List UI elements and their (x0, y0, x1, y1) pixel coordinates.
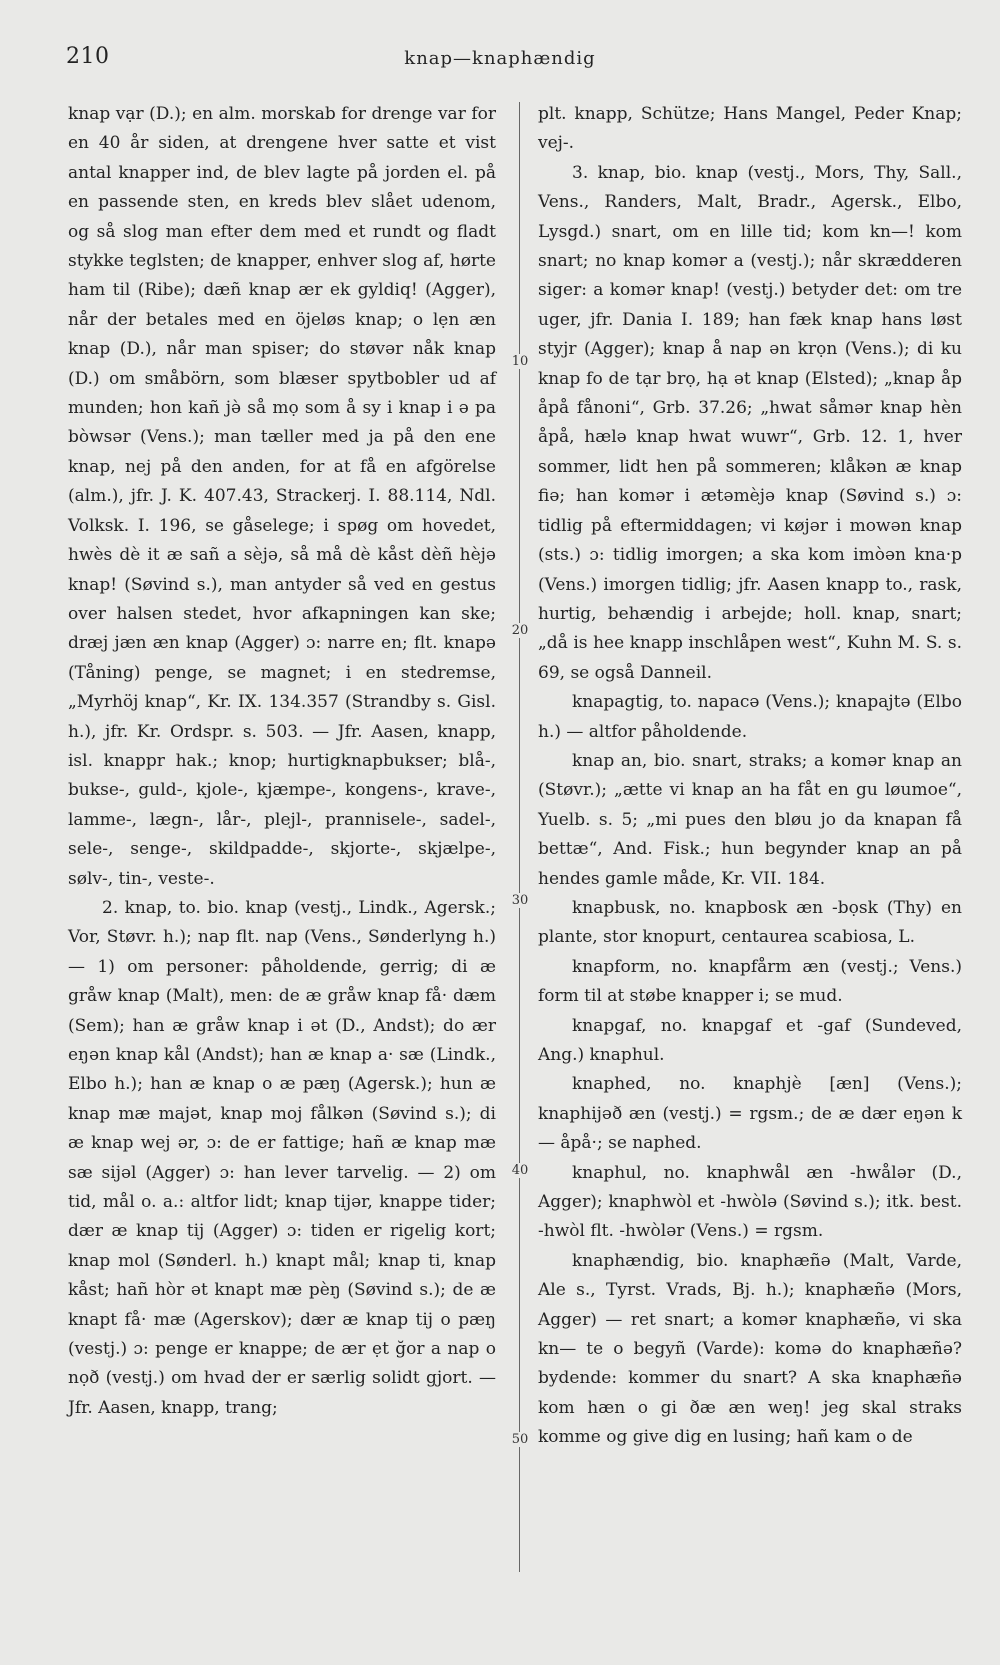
left-column (68, 100, 496, 1645)
page-number: 210 (66, 44, 110, 69)
entry-knapbusk: knapbusk, no. knapbosk æn -bọsk (Thy) en plante, stor knopurt, centaurea scabiosa, L. (538, 897, 962, 948)
line-number: 40 (506, 1163, 534, 1178)
column-divider (519, 102, 520, 1572)
entry-knapform: knapform, no. knapfårm æn (vestj.; Vens.) form til at støbe knapper i; se mud. (538, 956, 962, 1007)
entry-knap-1-continued: knap vạr (D.); en alm. morskab for drenge var for en 40 år siden, at drengene hver satte et vist antal knapper ind, de blev lagte på jorden el. på en passende sten, en kreds blev slået udenom, og så slog man efter dem med et rundt og fladt stykke teglsten; de knapper, enhver slog af, hørte ham til (Ribe); dæñ knap ær ek gyldiq! (Agger), når der betales med en öjeløs knap; o lẹn æn knap (D.), når man spiser; do støvər nåk knap (D.) om småbörn, som blæser spytbobler ud af munden; hon kañ jə̀ så mọ som å sy i knap i ə pa bòwsər (Vens.); man tæller med ja på den ene knap, nej på den anden, for at få en afgörelse (alm.), jfr. J. K. 407.43, Strackerj. I. 88.114, Ndl. Volksk. I. 196, se gåselege; i spøg om hovedet, hwès dè it æ sañ a sèjə, så må dè kåst dèñ hèjə knap! (Søvind s.), man antyder så ved en gestus over halsen stedet, hvor afkapningen kan ske; dræj jæn æn knap (Agger) ɔ: narre en; flt. knapə (Tåning) penge, se magnet; i en stedremse, „Myrhöj knap“, Kr. IX. 134.357 (Strandby s. Gisl. h.), jfr. Kr. Ordspr. s. 503. — Jfr. Aasen, knapp, isl. knappr hak.; knop; hurtigknapbukser; blå-, bukse-, guld-, kjole-, kjæmpe-, kongens-, krave-, lamme-, lægn-, lår-, plejl-, prannisele-, sadel-, sele-, senge-, skildpadde-, skjorte-, skjælpe-, sølv-, tin-, veste-. (68, 104, 496, 889)
line-number: 10 (506, 354, 534, 369)
entry-knaphul: knaphul, no. knaphwål æn -hwålər (D., Agger); knaphwòl et -hwòlə (Søvind s.); itk. best. -hwòl flt. -hwòlər (Vens.) = rgsm. (538, 1162, 962, 1242)
entry-knaphed: knaphed, no. knaphjè [æn] (Vens.); knaphijəð æn (vestj.) = rgsm.; de æ dær eŋən k— åpå·; se naphed. (538, 1074, 962, 1154)
line-number: 30 (506, 893, 534, 908)
page-header (0, 40, 1000, 80)
line-number: 20 (506, 623, 534, 638)
entry-knaphaendig: knaphændig, bio. knaphæñə (Malt, Varde, Ale s., Tyrst. Vrads, Bj. h.); knaphæñə (Mors, Agger) — ret snart; a komər knaphæñə, vi ska kn— te o begyñ (Varde): komə do knaphæñə? bydende: kommer du snart? A ska knaphæñə kom hæn o gi ðæ æn weŋ! jeg skal straks komme og give dig en lusing; hañ kam o de (538, 1250, 962, 1448)
running-head: knap—knaphændig (404, 48, 596, 69)
entry-knap-an: knap an, bio. snart, straks; a komər knap an (Støvr.); „ætte vi knap an ha fåt en gu løumoe“, Yuelb. s. 5; „mi pues den bløu jo da knapan få bettæ“, And. Fisk.; hun begynder knap an på hendes gamle måde, Kr. VII. 184. (538, 750, 962, 889)
right-column (538, 100, 962, 1645)
entry-knap-3: 3. knap, bio. knap (vestj., Mors, Thy, Sall., Vens., Randers, Malt, Bradr., Agersk., Elbo, Lysgd.) snart, om en lille tid; kom kn—! kom snart; no knap komər a (vestj.); når skrædderen siger: a komər knap! (vestj.) betyder det: om tre uger, jfr. Dania I. 189; han fæk knap hans løst styjr (Agger); knap å nap ən krọn (Vens.); di ku knap fo de tạr brọ, hạ ət knap (Elsted); „knap åp åpå fånoni“, Grb. 37.26; „hwat såmər knap hèn åpå, hælə knap hwat wuwr“, Grb. 12. 1, hver sommer, lidt hen på sommeren; klåkən æ knap fiə; han komər i ætəmèjə knap (Søvind s.) ɔ: tidlig på eftermiddagen; vi køjər i mowən knap (sts.) ɔ: tidlig imorgen; a ska kom imòən kna·p (Vens.) imorgen tidlig; jfr. Aasen knapp to., rask, hurtig, behændig i arbejde; holl. knap, snart; „då is hee knapp inschlåpen west“, Kuhn M. S. s. 69, se også Danneil. (538, 162, 962, 683)
line-number: 50 (506, 1432, 534, 1447)
entry-knapagtig: knapagtig, to. napacə (Vens.); knapajtə (Elbo h.) — altfor påholdende. (538, 692, 962, 742)
entry-knap-2-continued: plt. knapp, Schütze; Hans Mangel, Peder Knap; vej-. (538, 104, 962, 154)
entry-knapgaf: knapgaf, no. knapgaf et -gaf (Sundeved, Ang.) knaphul. (538, 1015, 962, 1065)
entry-knap-2: 2. knap, to. bio. knap (vestj., Lindk., Agersk.; Vor, Støvr. h.); nap flt. nap (Vens., Sønderlyng h.) — 1) om personer: påholdende, gerrig; di æ gråw knap (Malt), men: de æ gråw knap få· dæm (Sem); han æ gråw knap i ət (D., Andst); do ær eŋən knap kål (Andst); han æ knap a· sæ (Lindk., Elbo h.); han æ knap o æ pæŋ (Agersk.); hun æ knap mæ majət, knap moj fålkən (Søvind s.); di æ knap wej ər, ɔ: de er fattige; hañ æ knap mæ sæ sijəl (Agger) ɔ: han lever tarvelig. — 2) om tid, mål o. a.: altfor lidt; knap tijər, knappe tider; dær æ knap tij (Agger) ɔ: tiden er rigelig kort; knap mol (Sønderl. h.) knapt mål; knap ti, knap kåst; hañ hòr ət knapt mæ pèŋ (Søvind s.); de æ knapt få· mæ (Agerskov); dær æ knap tij o pæŋ (vestj.) ɔ: penge er knappe; de ær ẹt ğor a nap o nọð (vestj.) om hvad der er særlig solidt gjort. — Jfr. Aasen, knapp, trang; (68, 897, 496, 1418)
